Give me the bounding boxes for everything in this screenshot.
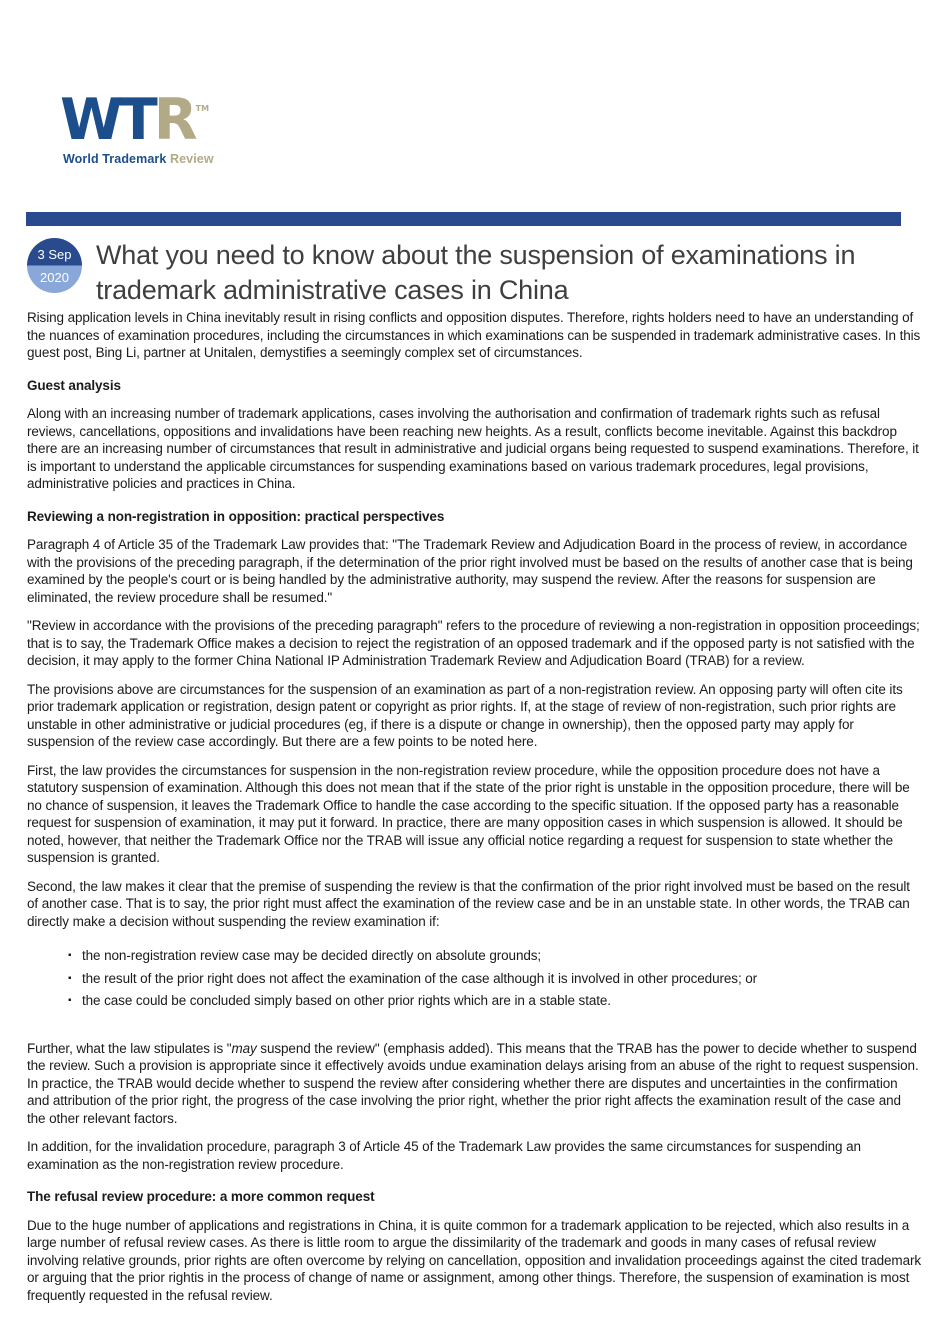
article-paragraph-intro: Rising application levels in China inevitably result in rising conflicts and opposition disputes. Therefore, rights holders need to have an understanding of the nuances of examination procedures, including the circumstances in which examinations can be suspended in trademark administrative cases. In this guest post, Bing Li, partner at Unitalen, demystifies a seemingly complex set of circumstances. xyxy=(27,310,921,360)
logo-letter-w: W xyxy=(60,87,119,153)
section-heading-refusal: The refusal review procedure: a more common request xyxy=(27,1189,375,1204)
bullet-item: ▪ the non-registration review case may be decided directly on absolute grounds; xyxy=(82,947,923,965)
logo-tagline xyxy=(60,153,214,166)
article-paragraph-addition: In addition, for the invalidation procedure, paragraph 3 of Article 45 of the Trademark Law provides the same circumstances for suspending an examination as the non-registration review procedure. xyxy=(27,1139,861,1172)
article-paragraph-review-accordance: "Review in accordance with the provisions of the preceding paragraph" refers to the procedure of reviewing a non-registration in opposition proceedings; that is to say, the Trademark Office makes a decision to reject the registration of an opposed trademark and if the opposed party is not satisfied with the decision, it may apply to the former China National IP Administration Trademark Review and Adjudication Board (TRAB) for a review. xyxy=(27,618,920,668)
article-paragraph-paragraph4: Paragraph 4 of Article 35 of the Trademark Law provides that: "The Trademark Review and Adjudication Board in the process of review, in accordance with the provisions of the preceding paragraph, if the determination of the prior right involved must be based on the results of another case that is being examined by the people's court or is being handled by the administrative authority, may suspend the review. After the reasons for suspension are eliminated, the review procedure shall be resumed." xyxy=(27,537,913,605)
article-body xyxy=(27,309,923,1315)
logo-letter-t: T xyxy=(118,87,154,153)
further-text-after: suspend the review" (emphasis added). This means that the TRAB has the power to decide whether to suspend the review. Such a provision is appropriate since it effectively avoids undue examination delays arising from an abuse of the right to request suspension. In practice, the TRAB would decide whether to suspend the review after considering whether there are disputes and uncertainties in the confirmation and attribution of the prior right, the progress of the case involving the prior right, whether the prior right affects the examination result of the case and the other relevant factors. xyxy=(27,1040,919,1126)
date-badge-year: 2020 xyxy=(40,270,69,285)
bullet-list xyxy=(27,947,923,1010)
header-divider-bar xyxy=(26,212,901,226)
date-badge-day: 3 Sep xyxy=(37,247,72,262)
article-paragraph-provisions: The provisions above are circumstances for the suspension of an examination as part of a non-registration review. An opposing party will often cite its prior trademark application or registration, design patent or copyright as prior rights. If, at the stage of review of non-registration, such prior rights are unstable in other administrative or judicial procedures (eg, if there is a dispute or change in ownership), then the opposed party may apply for suspension of the review case accordingly. But there are a few points to be noted here. xyxy=(27,681,903,749)
section-heading-guest-analysis: Guest analysis xyxy=(27,377,121,393)
article-paragraph-due: Due to the huge number of applications and registrations in China, it is quite common for a trademark application to be rejected, which also results in a large number of refusal review cases. As there is little room to argue the dissimilarity of the trademark and goods in many cases of refusal review involving relative grounds, prior rights are often overcome by relying on cancellation, opposition and invalidation proceedings against the cited trademark or arguing that the prior rightis in the process of change of name or assignment, among other things. Therefore, the suspension of examination is most frequently requested in the refusal review. xyxy=(27,1217,922,1303)
further-text-italic: may xyxy=(231,1040,257,1056)
wtr-logo xyxy=(60,87,214,166)
page-title: What you need to know about the suspension of examinations in trademark administrative cases in China xyxy=(96,240,856,305)
date-badge xyxy=(27,238,82,293)
section-heading-reviewing: Reviewing a non-registration in opposition: practical perspectives xyxy=(27,508,445,524)
bullet-item: ▪ the result of the prior right does not affect the examination of the case although it is involved in other procedures; or xyxy=(82,970,923,988)
article-paragraph-second: Second, the law makes it clear that the premise of suspending the review is that the confirmation of the prior right involved must be based on the result of another case. That is to say, the prior right must affect the examination of the review case and be in an unstable state. In other words, the TRAB can directly make a decision without suspending the review examination if: xyxy=(27,878,910,929)
article-paragraph-first: First, the law provides the circumstances for suspension in the non-registration review procedure, while the opposition procedure does not have a statutory suspension of examination. Although this does not mean that if the state of the prior right is unstable in the opposition procedure, there will be no chance of suspension, it leaves the Trademark Office to handle the case according to the specific situation. If the opposed party has a reasonable request for suspension of examination, it may put it forward. In practice, there are many opposition cases in which suspension is allowed. It should be noted, however, that neither the Trademark Office nor the TRAB will issue any official notice regarding a request for suspension to state whether the suspension is granted. xyxy=(27,762,910,865)
logo-tagline-secondary: Review xyxy=(169,152,214,166)
article-header xyxy=(27,238,923,308)
article-paragraph-further xyxy=(27,1040,923,1128)
logo-tagline-primary: World Trademark xyxy=(63,152,167,166)
trademark-symbol: TM xyxy=(195,104,210,113)
further-text-before: Further, what the law stipulates is " xyxy=(27,1040,232,1056)
logo-letter-r: R xyxy=(153,87,194,153)
wtr-logo-letters xyxy=(60,87,214,153)
article-paragraph-along: Along with an increasing number of trademark applications, cases involving the authorisation and confirmation of trademark rights such as refusal reviews, cancellations, oppositions and invalidations have been reaching new heights. As a result, conflicts become inevitable. Against this backdrop there are an increasing number of circumstances that result in administrative and judicial organs being requested to suspend examinations. Therefore, it is important to understand the applicable circumstances for suspending examinations based on various trademark procedures, legal provisions, administrative policies and practices in China. xyxy=(27,406,919,491)
bullet-item: ▪ the case could be concluded simply based on other prior rights which are in a stable state. xyxy=(82,992,923,1010)
